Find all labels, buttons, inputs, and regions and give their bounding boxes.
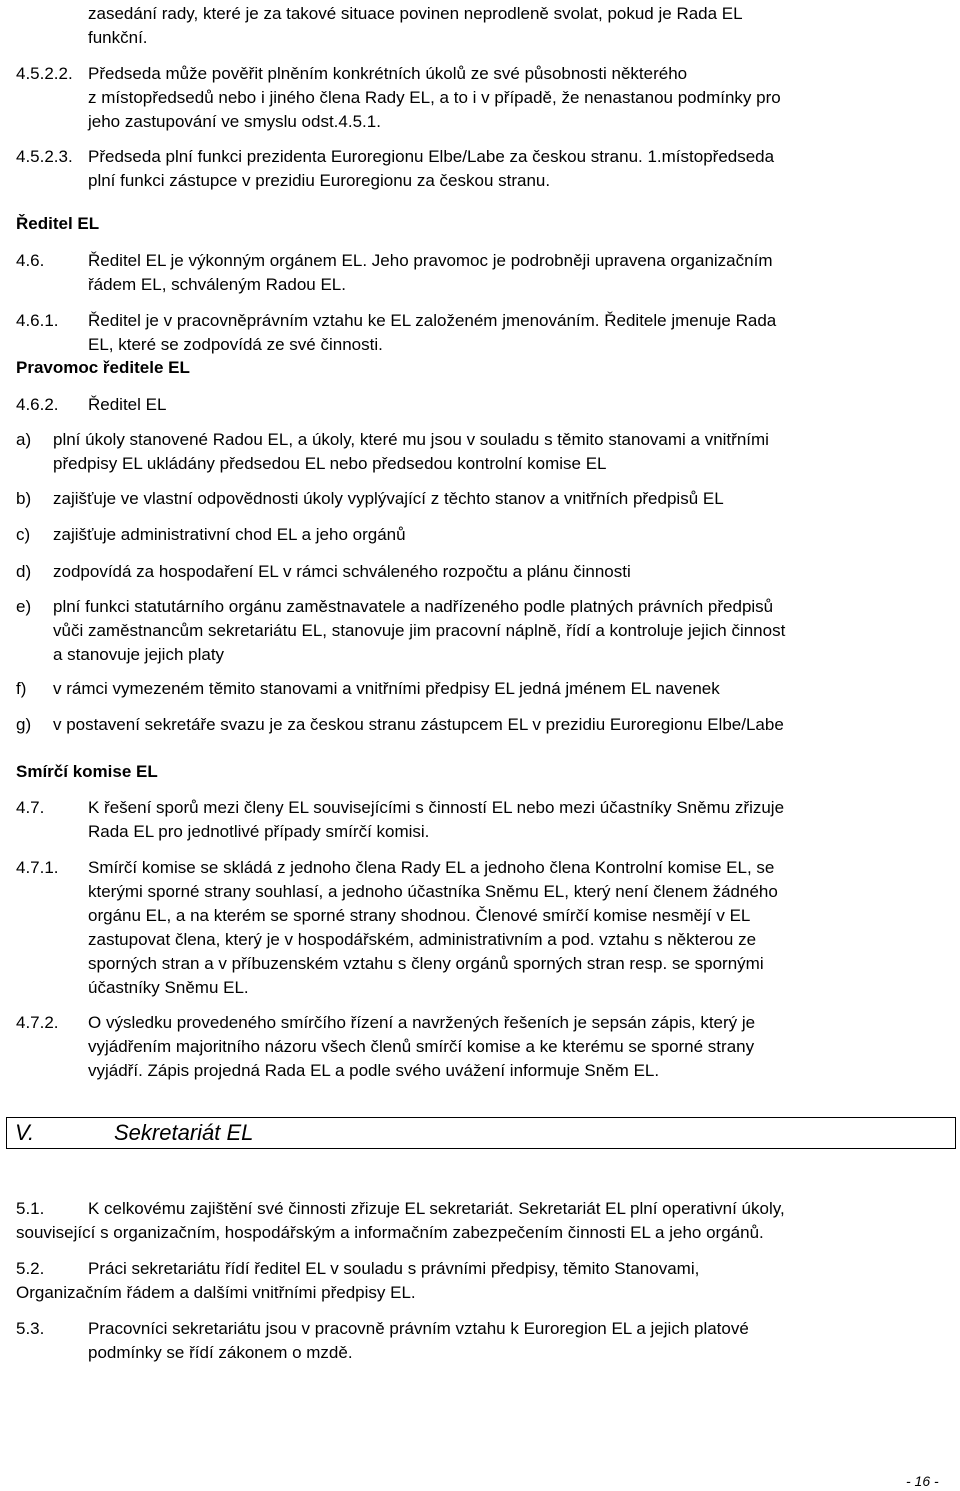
clause-number: 4.5.2.3.	[16, 147, 73, 166]
clause-number: 4.6.	[16, 251, 45, 270]
text-line: Pracovníci sekretariátu jsou v pracovně právním vztahu k Euroregion EL a jejich platové	[88, 1319, 749, 1338]
list-label: c)	[16, 525, 31, 544]
clause-number: 4.6.2.	[16, 395, 59, 414]
list-item: vůči zaměstnancům sekretariátu EL, stanovuje jim pracovní náplně, řídí a kontroluje jejich činnost	[53, 621, 786, 640]
list-label: e)	[16, 597, 32, 616]
list-item: zodpovídá za hospodaření EL v rámci schváleného rozpočtu a plánu činnosti	[53, 562, 631, 581]
list-item: předpisy EL ukládány předsedou EL nebo předsedou kontrolní komise EL	[53, 454, 607, 473]
text-line: kterými sporné strany souhlasí, a jednoho účastníka Sněmu EL, který není členem žádného	[88, 882, 778, 901]
list-item: plní úkoly stanovené Radou EL, a úkoly, které mu jsou v souladu s těmito stanovami a vnitřními	[53, 430, 769, 449]
text-line: podmínky se řídí zákonem o mzdě.	[88, 1343, 353, 1362]
clause-number: 5.2.	[16, 1259, 45, 1278]
text-line: vyjádřením majoritního názoru všech členů smírčí komise a ke kterému se sporné strany	[88, 1037, 755, 1056]
list-item: zajišťuje ve vlastní odpovědnosti úkoly vyplývající z těchto stanov a vnitřních předpisů EL	[53, 489, 724, 508]
list-item: plní funkci statutárního orgánu zaměstnavatele a nadřízeného podle platných právních předpisů	[53, 597, 774, 616]
clause-number: 5.1.	[16, 1199, 45, 1218]
clause-number: 4.5.2.2.	[16, 64, 73, 83]
clause-number: 4.7.2.	[16, 1013, 59, 1032]
list-item: zajišťuje administrativní chod EL a jeho orgánů	[53, 525, 406, 544]
text-line: Ředitel je v pracovněprávním vztahu ke EL založeném jmenováním. Ředitele jmenuje Rada	[88, 311, 777, 330]
chapter-number: V.	[15, 1120, 35, 1145]
clause-number: 4.6.1.	[16, 311, 59, 330]
section-heading: Smírčí komise EL	[16, 762, 158, 781]
text-line: Předseda může pověřit plněním konkrétních úkolů ze své působnosti některého	[88, 64, 688, 83]
list-label: a)	[16, 430, 32, 449]
chapter-heading-box	[6, 1117, 956, 1149]
text-line: plní funkci zástupce v prezidiu Euroregionu za českou stranu.	[88, 171, 551, 190]
list-item: v rámci vymezeném těmito stanovami a vnitřními předpisy EL jedná jménem EL navenek	[53, 679, 720, 698]
list-label: g)	[16, 715, 32, 734]
clause-number: 5.3.	[16, 1319, 45, 1338]
text-line: zasedání rady, které je za takové situace povinen neprodleně svolat, pokud je Rada EL	[88, 4, 743, 23]
text-line: Smírčí komise se skládá z jednoho člena Rady EL a jednoho člena Kontrolní komise EL, se	[88, 858, 775, 877]
text-line: K celkovému zajištění své činnosti zřizuje EL sekretariát. Sekretariát EL plní operativní úkoly,	[88, 1199, 785, 1218]
page-number: - 16 -	[906, 1473, 939, 1489]
text-line: EL, které se zodpovídá ze své činnosti.	[88, 335, 383, 354]
section-heading: Ředitel EL	[16, 214, 100, 233]
text-line: zastupovat člena, který je v hospodářském, administrativním a pod. vztahu s některou ze	[88, 930, 757, 949]
text-line: K řešení sporů mezi členy EL souvisejícími s činností EL nebo mezi účastníky Sněmu zřizuje	[88, 798, 785, 817]
text-line: účastníky Sněmu EL.	[88, 978, 249, 997]
text-line: Předseda plní funkci prezidenta Euroregionu Elbe/Labe za českou stranu. 1.místopředseda	[88, 147, 775, 166]
text-line: funkční.	[88, 28, 148, 47]
list-item: a stanovuje jejich platy	[53, 645, 225, 664]
text-line: Rada EL pro jednotlivé případy smírčí komisi.	[88, 822, 430, 841]
clause-number: 4.7.1.	[16, 858, 59, 877]
text-line: z místopředsedů nebo i jiného člena Rady EL, a to i v případě, že nenastanou podmínky pro	[88, 88, 781, 107]
list-label: b)	[16, 489, 32, 508]
text-line: sporných stran a v příbuzenském vztahu s členy orgánů sporných stran resp. se spornými	[88, 954, 764, 973]
text-line: jeho zastupování ve smyslu odst.4.5.1.	[88, 112, 381, 131]
text-line: Ředitel EL	[88, 395, 167, 414]
text-line: O výsledku provedeného smírčího řízení a navržených řešeních je sepsán zápis, který je	[88, 1013, 756, 1032]
clause-number: 4.7.	[16, 798, 45, 817]
text-line: Organizačním řádem a dalšími vnitřními předpisy EL.	[16, 1283, 416, 1302]
text-line: Ředitel EL je výkonným orgánem EL. Jeho pravomoc je podrobněji upravena organizačním	[88, 251, 773, 270]
text-line: orgánu EL, a na kterém se sporné strany shodnou. Členové smírčí komise nesmějí v EL	[88, 906, 751, 925]
list-label: f)	[16, 679, 27, 698]
text-line: Práci sekretariátu řídí ředitel EL v souladu s právními předpisy, těmito Stanovami,	[88, 1259, 700, 1278]
text-line: související s organizačním, hospodářským a informačním zabezpečením činnosti EL a jeho orgánů.	[16, 1223, 764, 1242]
chapter-title: Sekretariát EL	[114, 1120, 254, 1145]
text-line: vyjádří. Zápis projedná Rada EL a podle svého uvážení informuje Sněm EL.	[88, 1061, 660, 1080]
text-line: řádem EL, schváleným Radou EL.	[88, 275, 346, 294]
subsection-heading: Pravomoc ředitele EL	[16, 358, 190, 377]
list-item: v postavení sekretáře svazu je za českou stranu zástupcem EL v prezidiu Euroregionu Elbe/Labe	[53, 715, 784, 734]
list-label: d)	[16, 562, 32, 581]
